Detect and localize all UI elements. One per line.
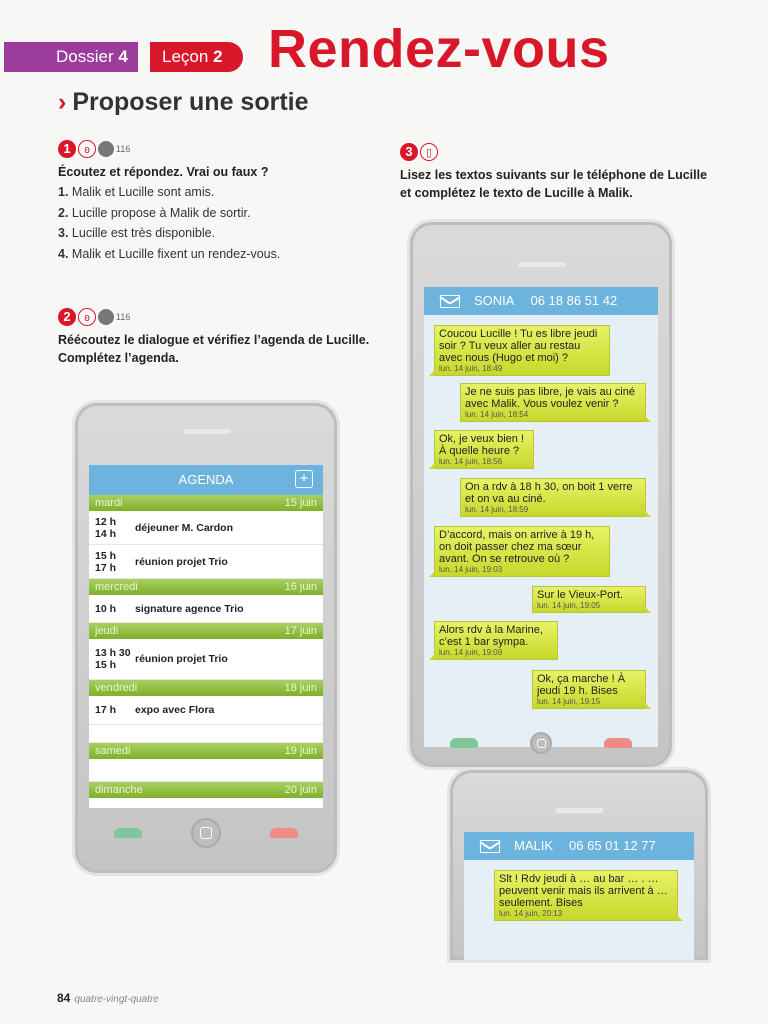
lecon-label: Leçon [162,47,209,66]
agenda-event[interactable]: 10 h signature agence Trio [89,595,323,623]
phone-speaker [555,808,603,813]
agenda-empty-slot[interactable] [89,759,323,782]
agenda-header [89,465,323,495]
home-button[interactable] [191,818,221,848]
exercise-3-marker [400,143,438,161]
chevron-right-icon: › [58,88,67,116]
exercise-1-instruction: Écoutez et répondez. Vrai ou faux ? [58,165,269,179]
add-event-button[interactable]: + [295,470,313,488]
list-item: 1. Malik et Lucille sont amis. [58,185,215,199]
agenda-event[interactable]: 13 h 30 15 h réunion projet Trio [89,639,323,680]
sms-header [424,287,658,315]
home-button[interactable] [530,732,552,754]
hang-up-icon[interactable] [270,828,298,838]
page-number-words: quatre-vingt-quatre [74,994,159,1005]
section-title-text: Proposer une sortie [72,88,309,116]
message-sent: Sur le Vieux-Port. lun. 14 juin, 19:05 [532,586,646,613]
sms-header [464,832,694,860]
hang-up-icon[interactable] [604,738,632,748]
ear-icon: ʚ [78,140,96,158]
message-sent: On a rdv à 18 h 30, on boit 1 verre et on va au ciné. lun. 14 juin, 18:59 [460,478,646,517]
page-title: Rendez-vous [268,19,610,79]
agenda-event[interactable]: 15 h 17 h réunion projet Trio [89,545,323,579]
sms-screen [464,832,694,960]
message-received: D’accord, mais on arrive à 19 h, on doit passer chez ma sœur avant. On se retrouve où ? lun. 14 juin, 19:03 [434,526,610,577]
dossier-number: 4 [118,47,128,66]
contact-name: SONIA [474,293,515,308]
phone-speaker [518,262,566,267]
call-icon[interactable] [450,738,478,748]
ear-icon: ʚ [78,308,96,326]
agenda-day-header: samedi 19 juin [89,743,323,759]
exercise-number: 2 [58,308,76,326]
book-icon: ▯ [420,143,438,161]
sms-phone-malik [450,770,708,960]
agenda-day-header: mardi 15 juin [89,495,323,511]
phone-keys [424,732,658,754]
phone-keys [89,815,323,851]
message-sent: Slt ! Rdv jeudi à … au bar … . … peuvent venir mais ils arrivent à … seulement. Bises lun. 14 juin, 20:13 [494,870,678,921]
message-list [424,315,658,747]
agenda-day-header: vendredi 18 juin [89,680,323,696]
phone-speaker [183,429,231,434]
dossier-label: Dossier [56,47,114,66]
envelope-icon [440,295,460,308]
dossier-tag [4,42,138,72]
page-footer [57,991,159,1005]
exercise-2-instruction: Réécoutez le dialogue et vérifiez l’agenda de Lucille. Complétez l’agenda. [58,333,370,365]
list-item: 3. Lucille est très disponible. [58,226,216,240]
call-icon[interactable] [114,828,142,838]
track-number: 116 [116,144,131,154]
agenda-day-header: mercredi 16 juin [89,579,323,595]
cd-icon [98,141,114,157]
envelope-icon [480,840,500,853]
agenda-phone [75,403,337,873]
exercise-3-instruction: Lisez les textos suivants sur le téléphone de Lucille et complétez le texto de Lucille à Malik. [400,168,708,200]
list-item: 4. Malik et Lucille fixent un rendez-vous. [58,246,281,261]
sms-phone-sonia [410,222,672,767]
message-received: Coucou Lucille ! Tu es libre jeudi soir ? Tu veux aller au restau avec nous (Hugo et moi) ? lun. 14 juin, 18:49 [434,325,610,376]
lecon-number: 2 [213,47,223,66]
exercise-number: 1 [58,140,76,158]
exercise-1-list [58,182,280,264]
agenda-day-header: jeudi 17 juin [89,623,323,639]
page-number: 84 [57,991,71,1005]
message-sent: Je ne suis pas libre, je vais au ciné avec Malik. Vous voulez venir ? lun. 14 juin, 18:54 [460,383,646,422]
agenda-event[interactable]: 12 h 14 h déjeuner M. Cardon [89,511,323,545]
agenda-empty-slot[interactable] [89,725,323,743]
agenda-screen [89,465,323,808]
exercise-1-marker [58,140,130,158]
message-sent: Ok, ça marche ! À jeudi 19 h. Bises lun. 14 juin, 19:15 [532,670,646,709]
contact-number: 06 65 01 12 77 [569,838,656,853]
list-item: 2. Lucille propose à Malik de sortir. [58,205,251,220]
cd-icon [98,309,114,325]
agenda-day-header: dimanche 20 juin [89,782,323,798]
lecon-tag [150,42,243,72]
track-number: 116 [116,312,131,322]
agenda-title: AGENDA [178,472,234,487]
message-received: Alors rdv à la Marine, c’est 1 bar sympa. lun. 14 juin, 19:09 [434,621,558,660]
contact-name: MALIK [514,838,554,853]
exercise-number: 3 [400,143,418,161]
contact-number: 06 18 86 51 42 [530,293,618,308]
sms-screen [424,287,658,747]
section-title [58,88,309,117]
exercise-2-marker [58,308,130,326]
agenda-event[interactable]: 17 h expo avec Flora [89,696,323,725]
message-list [464,860,694,960]
message-received: Ok, je veux bien ! À quelle heure ? lun. 14 juin, 18:56 [434,430,534,469]
